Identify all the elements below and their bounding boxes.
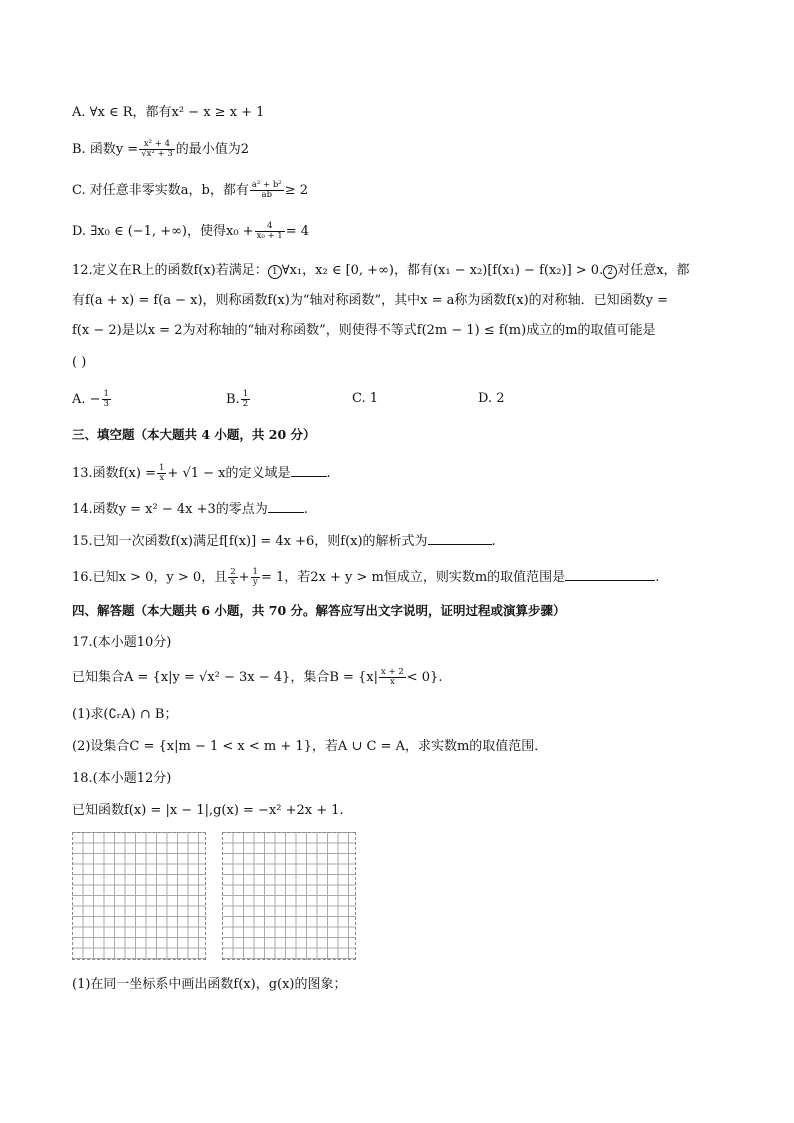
- q11-c-numerator: a² + b²: [251, 180, 282, 190]
- q12-b-fraction: [241, 390, 250, 409]
- q12-option-d: D. 2: [478, 391, 505, 406]
- coordinate-grid-right: [222, 832, 356, 960]
- q11-option-b: [72, 140, 249, 159]
- q11-option-a: A. ∀x ∈ R，都有x² − x ≥ x + 1: [72, 105, 265, 120]
- q17-heading: 17.(本小题10分): [72, 635, 172, 650]
- q17-suffix: < 0}.: [406, 670, 443, 685]
- q11-c-suffix: ≥ 2: [284, 183, 308, 198]
- q17-numerator: x + 2: [381, 667, 404, 677]
- q11-d-numerator: 4: [255, 222, 285, 232]
- q13-end: .: [326, 466, 331, 481]
- q18-heading: 18.(本小题12分): [72, 771, 172, 786]
- q17-part-2: (2)设集合C = {x|m − 1 < x < m + 1}，若A ∪ C = A，求实数m的取值范围．: [72, 739, 548, 754]
- q14-answer-blank[interactable]: [268, 498, 304, 513]
- q11-option-d: [72, 222, 309, 241]
- q12-line-3: f(x − 2)是以x = 2为对称轴的“轴对称函数”，则使得不等式f(2m − 1) ≤ f(m)成立的m的取值可能是: [72, 323, 656, 338]
- q13-suffix: + √1 − x的定义域是: [167, 466, 291, 481]
- q12-line1-c: 对任意x，都: [617, 263, 690, 278]
- q16-suffix: = 1，若2x + y > m恒成立，则实数m的取值范围是: [260, 570, 566, 585]
- q17-prefix: 已知集合A = {x|y = √x² − 3x − 4}，集合B = {x|: [72, 670, 379, 685]
- q18-statement: 已知函数f(x) = |x − 1|,g(x) = −x² +2x + 1.: [72, 803, 344, 818]
- q15: [72, 530, 496, 551]
- q11-b-denominator: √x² + 3: [141, 149, 173, 159]
- q17-statement: [72, 668, 442, 687]
- q13: [72, 462, 331, 483]
- q13-fraction: [157, 464, 166, 483]
- q11-d-denominator: x₀ + 1: [256, 231, 283, 241]
- section-3-heading: 三、填空题（本大题共 4 小题，共 20 分）: [72, 427, 316, 442]
- q12-a-fraction: [102, 390, 111, 409]
- q11-d-suffix: = 4: [285, 224, 310, 239]
- q13-denominator: x: [159, 473, 165, 483]
- q11-c-denominator: ab: [261, 190, 273, 200]
- q12-b-denominator: 2: [242, 399, 249, 409]
- q11-b-suffix: 的最小值为2: [175, 142, 250, 157]
- q11-option-c: [72, 181, 308, 200]
- q16: [72, 566, 659, 587]
- section-4-heading: 四、解答题（本大题共 6 小题，共 70 分。解答应写出文字说明，证明过程或演算步骤）: [72, 603, 566, 618]
- q12-option-b: [226, 390, 251, 409]
- q16-denominator-2: y: [252, 577, 258, 587]
- circled-two: 2: [603, 265, 617, 279]
- q13-answer-blank[interactable]: [291, 462, 327, 477]
- q16-numerator-1: 2: [230, 567, 236, 577]
- q17-denominator: x: [389, 677, 395, 687]
- q16-prefix: 16.已知x > 0，y > 0，且: [72, 570, 228, 585]
- q11-c-prefix: C. 对任意非零实数a，b，都有: [72, 183, 249, 198]
- q18-part-1: (1)在同一坐标系中画出函数f(x)，g(x)的图象；: [72, 977, 347, 992]
- q11-d-fraction: [255, 222, 285, 241]
- circled-one: 1: [268, 265, 282, 279]
- q16-fraction-1: [228, 568, 237, 587]
- q14: [72, 498, 308, 519]
- q12-a-numerator: 1: [103, 389, 109, 399]
- q11-b-fraction: [139, 140, 175, 159]
- q11-d-prefix: D. ∃x₀ ∈ (−1, +∞)，使得x₀ +: [72, 224, 254, 239]
- q15-answer-blank[interactable]: [428, 530, 492, 545]
- q12-b-prefix: B.: [226, 392, 240, 407]
- q12-line-1: [72, 262, 690, 280]
- q11-b-numerator: x² + 4: [139, 140, 175, 150]
- q14-end: .: [303, 502, 308, 517]
- q12-option-c: C. 1: [352, 391, 379, 406]
- coordinate-grid-left: [72, 832, 206, 960]
- q11-b-prefix: B. 函数y =: [72, 142, 139, 157]
- q12-a-prefix: A. −: [72, 392, 101, 407]
- q17-fraction: [379, 668, 406, 687]
- q13-prefix: 13.函数f(x) =: [72, 466, 156, 481]
- q12-b-numerator: 1: [242, 389, 249, 399]
- q16-numerator-2: 1: [252, 567, 258, 577]
- q16-plus: +: [238, 570, 250, 585]
- q12-line-2: 有f(a + x) = f(a − x)，则称函数f(x)为“轴对称函数”，其中x = a称为函数f(x)的对称轴．已知函数y =: [72, 293, 669, 308]
- q12-option-a: [72, 390, 112, 409]
- q12-line1-a: 12.定义在R上的函数f(x)若满足：: [72, 263, 268, 278]
- q16-answer-blank[interactable]: [565, 566, 655, 581]
- q16-fraction-2: [251, 568, 260, 587]
- q11-c-fraction: [250, 181, 284, 200]
- q12-line-4: ( ): [72, 355, 87, 370]
- q12-a-denominator: 3: [103, 399, 109, 409]
- q15-text: 15.已知一次函数f(x)满足f[f(x)] = 4x +6，则f(x)的解析式为: [72, 534, 428, 549]
- q14-text: 14.函数y = x² − 4x +3的零点为: [72, 502, 268, 517]
- q13-numerator: 1: [159, 463, 165, 473]
- q12-line1-b: ∀x₁，x₂ ∈ [0, +∞)，都有(x₁ − x₂)[f(x₁) − f(x₂)] > 0.: [281, 263, 604, 278]
- q16-denominator-1: x: [230, 577, 236, 587]
- q17-part-1: (1)求(∁ᵣA) ∩ B；: [72, 707, 178, 722]
- q15-end: .: [491, 534, 496, 549]
- q16-end: .: [655, 570, 660, 585]
